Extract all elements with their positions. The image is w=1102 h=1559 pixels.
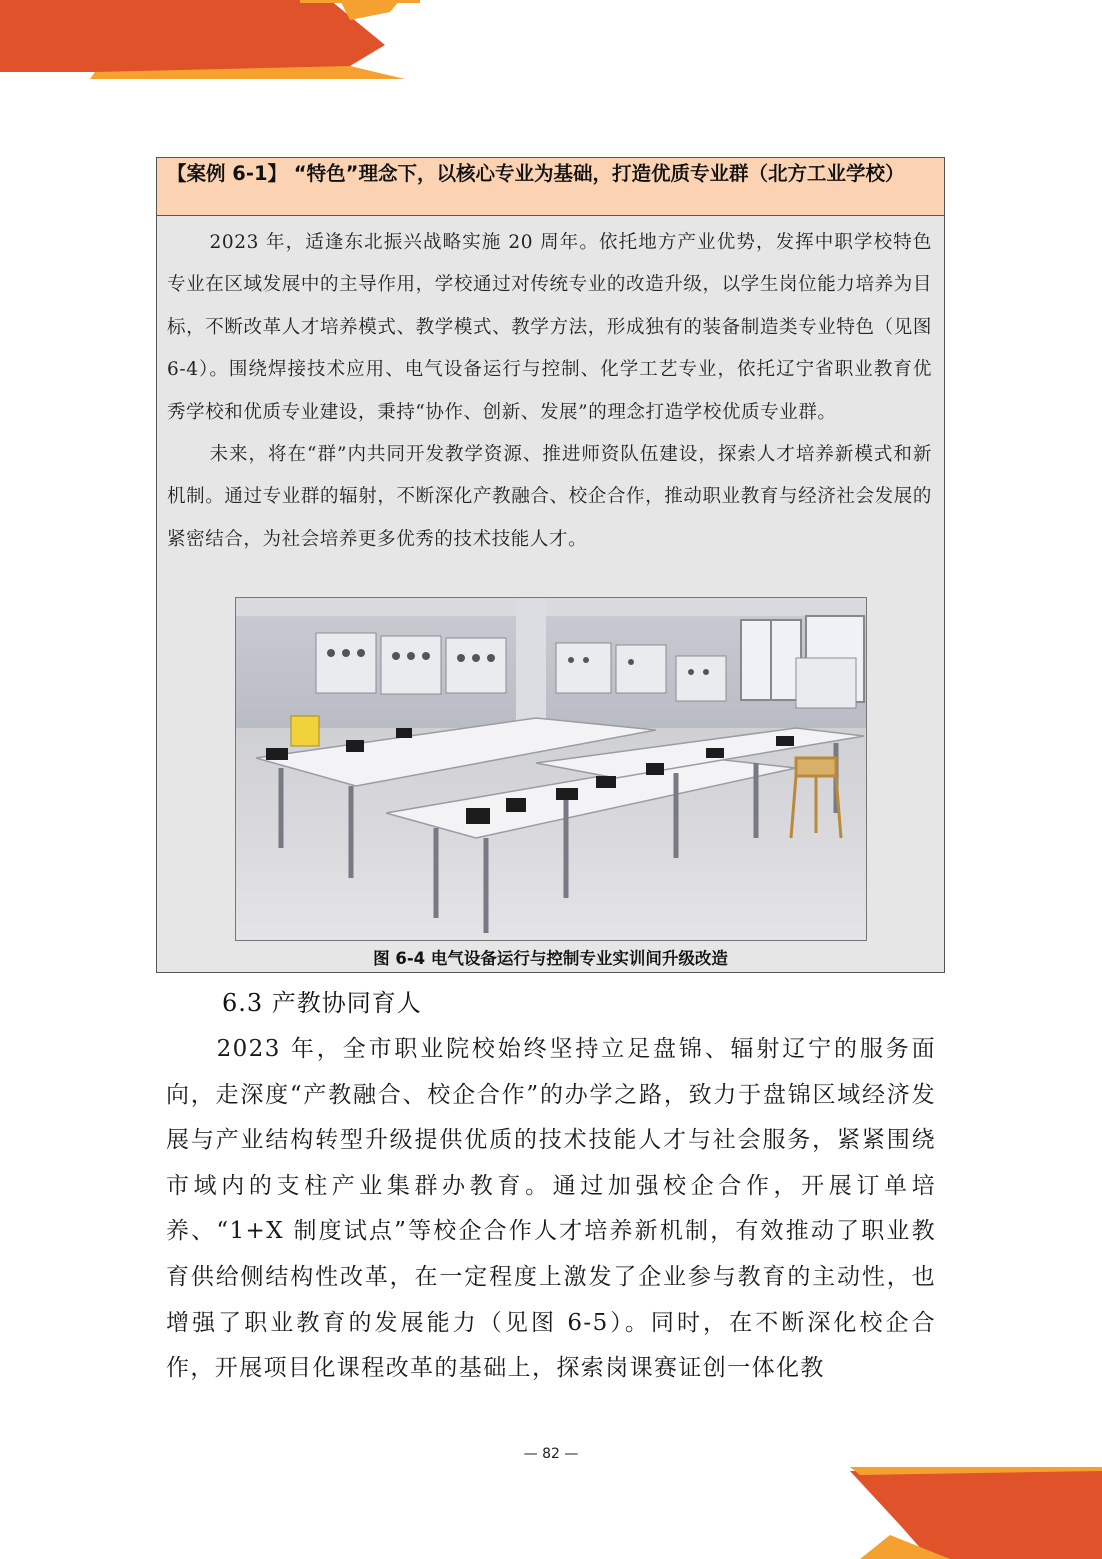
bottom-decoration bbox=[430, 1465, 1102, 1559]
case-study-box bbox=[156, 157, 945, 973]
case-paragraph-1: 2023 年，适逢东北振兴战略实施 20 周年。依托地方产业优势，发挥中职学校特色专业在区域发展中的主导作用，学校通过对传统专业的改造升级，以学生岗位能力培养为目标，不断改革人才培养模式、教学模式、教学方法，形成独有的装备制造类专业特色（见图 6-4）。围绕焊接技术应用、电气设备运行与控制、化学工艺专业，依托辽宁省职业教育优秀学校和优质专业建设，秉持“协作、创新、发展”的理念打造学校优质专业群。 bbox=[167, 232, 932, 423]
figure-caption: 图 6-4 电气设备运行与控制专业实训间升级改造 bbox=[373, 949, 728, 968]
section-title: 6.3 产教协同育人 bbox=[222, 989, 422, 1017]
page-number: — 82 — bbox=[523, 1446, 579, 1462]
case-title: 【案例 6-1】 “特色”理念下，以核心专业为基础，打造优质专业群（北方工业学校） bbox=[157, 158, 944, 216]
case-paragraph-2: 未来，将在“群”内共同开发教学资源、推进师资队伍建设，探索人才培养新模式和新机制。通过专业群的辐射，不断深化产教融合、校企合作，推动职业教育与经济社会发展的紧密结合，为社会培养更多优秀的技术技能人才。 bbox=[167, 444, 932, 550]
section-paragraph: 2023 年，全市职业院校始终坚持立足盘锦、辐射辽宁的服务面向，走深度“产教融合、校企合作”的办学之路，致力于盘锦区域经济发展与产业结构转型升级提供优质的技术技能人才与社会服务，紧紧围绕市域内的支柱产业集群办教育。通过加强校企合作，开展订单培养、“1+X 制度试点”等校企合作人才培养新机制，有效推动了职业教育供给侧结构性改革，在一定程度上激发了企业参与教育的主动性，也增强了职业教育的发展能力（见图 6-5）。同时，在不断深化校企合作，开展项目化课程改革的基础上，探索岗课赛证创一体化教 bbox=[166, 1036, 936, 1382]
top-decoration bbox=[0, 0, 420, 82]
training-room-photo bbox=[235, 597, 867, 941]
